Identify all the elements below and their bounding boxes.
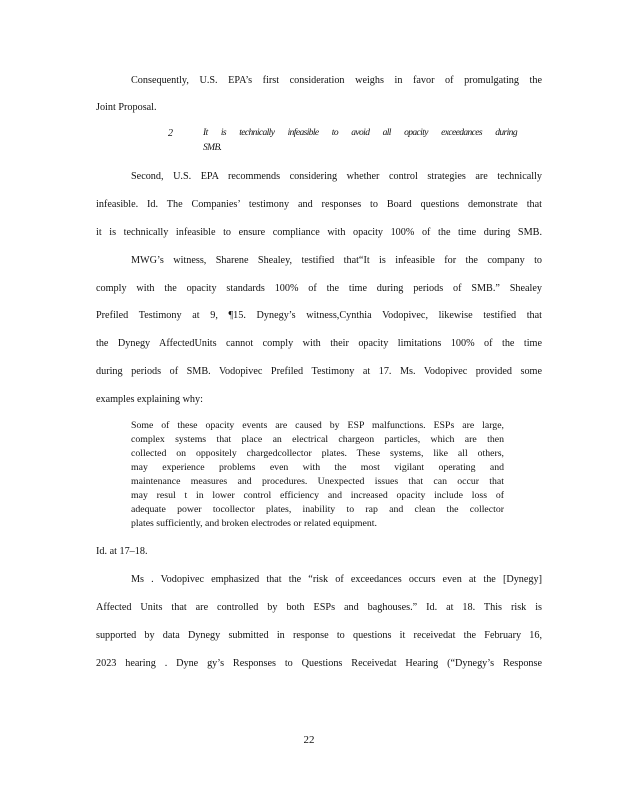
block-quote-line: plates sufficiently, and broken electrodes or related equipment. [131, 518, 377, 529]
heading-text: It is technically infeasible to avoid all opacity exceedances during [203, 128, 517, 138]
paragraph-line: supported by data Dynegy submitted in response to questions it receivedat the February 16, [96, 630, 542, 641]
paragraph-line: Second, U.S. EPA recommends considering whether control strategies are technically [131, 171, 542, 182]
block-quote-line: collected on oppositely chargedcollector plates. These systems, like all others, [131, 448, 504, 459]
paragraph-line: Joint Proposal. [96, 102, 157, 113]
block-quote-line: maintenance measures and procedures. Unexpected issues that can occur that [131, 476, 504, 487]
paragraph-line: 2023 hearing . Dyne gy’s Responses to Questions Receivedat Hearing (“Dynegy’s Response [96, 658, 542, 669]
block-quote-line: may experience problems even with the most vigilant operating and [131, 462, 504, 473]
paragraph-line: Prefiled Testimony at 9, ¶15. Dynegy’s witness,Cynthia Vodopivec, likewise testified that [96, 310, 542, 321]
block-quote-line: adequate power tocollector plates, inability to rap and clean the collector [131, 504, 504, 515]
paragraph-line: Consequently, U.S. EPA’s first consideration weighs in favor of promulgating the [131, 75, 542, 86]
paragraph-line: examples explaining why: [96, 394, 203, 405]
citation: Id. at 17–18. [96, 546, 148, 557]
paragraph-line: the Dynegy AffectedUnits cannot comply with their opacity limitations 100% of the time [96, 338, 542, 349]
page-number: 22 [303, 734, 315, 746]
paragraph-line: Affected Units that are controlled by both ESPs and baghouses.” Id. at 18. This risk is [96, 602, 542, 613]
paragraph-line: it is technically infeasible to ensure compliance with opacity 100% of the time during SMB. [96, 227, 542, 238]
paragraph-line: during periods of SMB. Vodopivec Prefiled Testimony at 17. Ms. Vodopivec provided some [96, 366, 542, 377]
paragraph-line: Ms . Vodopivec emphasized that the “risk of exceedances occurs even at the [Dynegy] [131, 574, 542, 585]
paragraph-line: MWG’s witness, Sharene Shealey, testified that“It is infeasible for the company to [131, 255, 542, 266]
block-quote-line: may resul t in lower control efficiency and increased opacity include loss of [131, 490, 504, 501]
heading-number: 2 [168, 128, 173, 139]
block-quote-line: complex systems that place an electrical chargeon particles, which are then [131, 434, 504, 445]
heading-text-continued: SMB. [203, 143, 222, 153]
paragraph-line: infeasible. Id. The Companies’ testimony and responses to Board questions demonstrate that [96, 199, 542, 210]
paragraph-line: comply with the opacity standards 100% of the time during periods of SMB.” Shealey [96, 283, 542, 294]
block-quote-line: Some of these opacity events are caused by ESP malfunctions. ESPs are large, [131, 420, 504, 431]
